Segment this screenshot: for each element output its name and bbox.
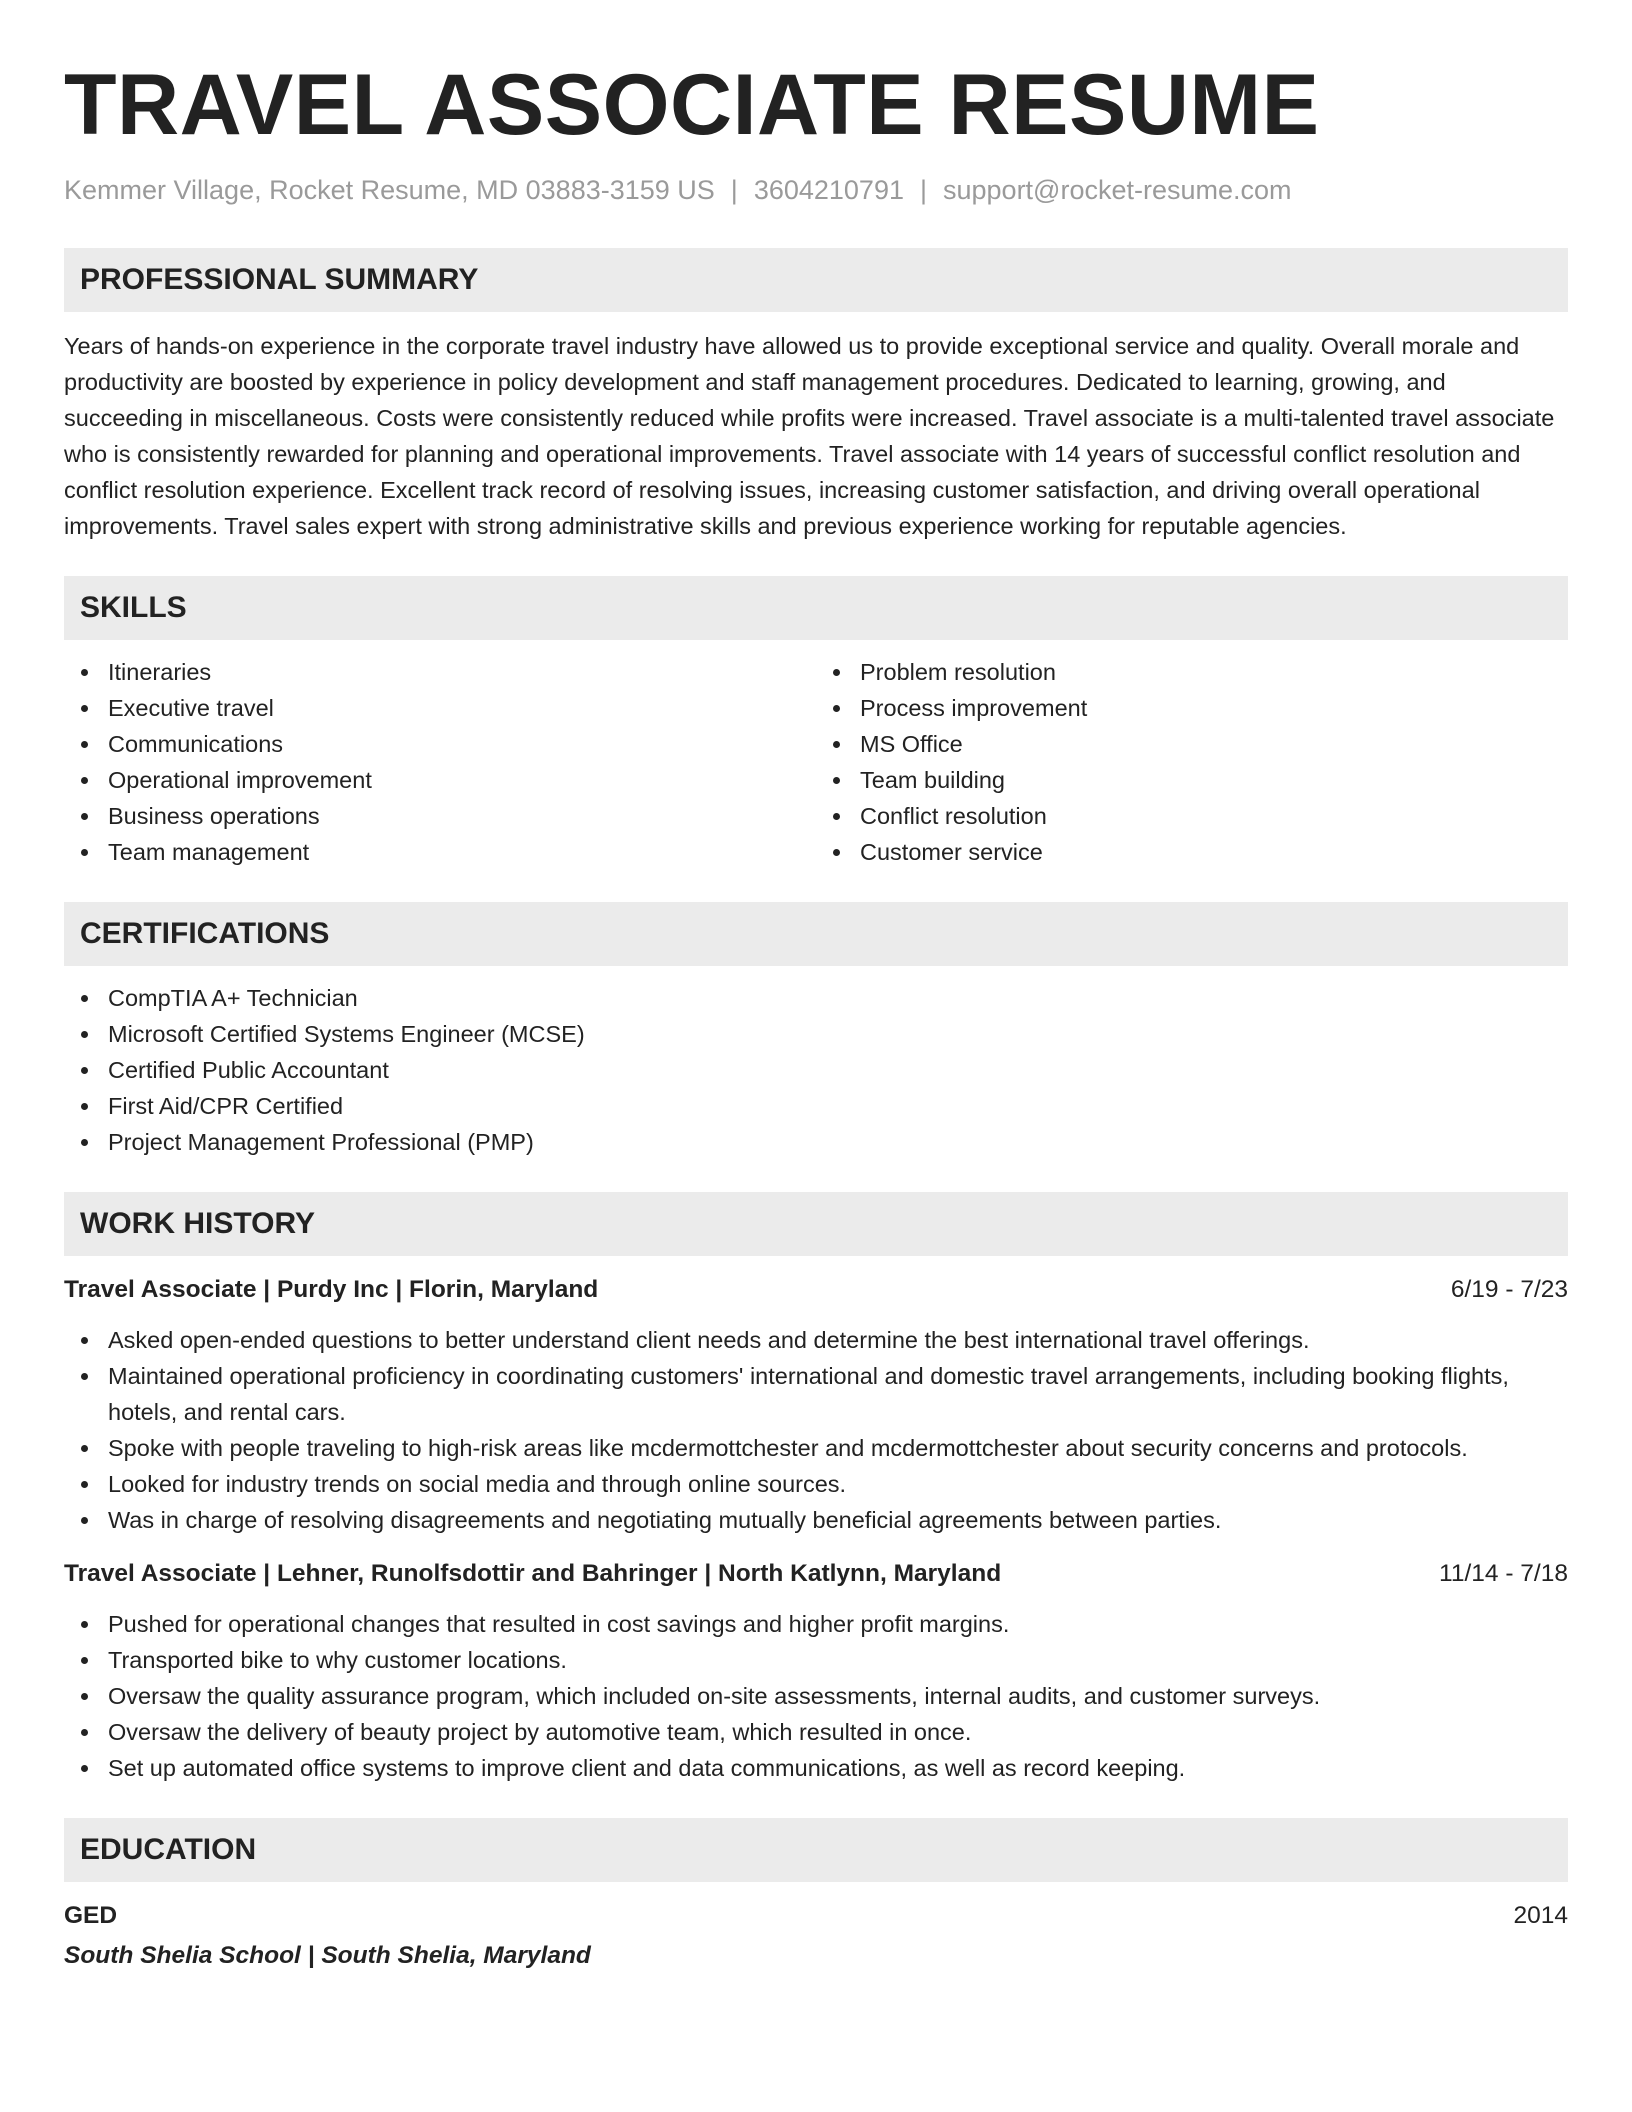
- job-title: Travel Associate | Lehner, Runolfsdottir and Bahringer | North Katlynn, Maryland: [64, 1560, 1002, 1587]
- education-degree: GED: [64, 1902, 118, 1929]
- job-bullets: [64, 1322, 1568, 1538]
- education-year: 2014: [1513, 1902, 1568, 1929]
- job-bullet: Oversaw the delivery of beauty project by automotive team, which resulted in once.: [64, 1714, 1568, 1750]
- skill-item: Team management: [64, 834, 816, 870]
- job-bullet: Pushed for operational changes that resulted in cost savings and higher profit margins.: [64, 1606, 1568, 1642]
- contact-address: Kemmer Village, Rocket Resume, MD 03883-3159 US: [64, 175, 715, 205]
- job-bullet: Oversaw the quality assurance program, which included on-site assessments, internal audits, and customer surveys.: [64, 1678, 1568, 1714]
- skill-item: Business operations: [64, 798, 816, 834]
- section-header-skills: SKILLS: [64, 576, 1568, 640]
- certification-item: Certified Public Accountant: [64, 1052, 1568, 1088]
- skill-item: Process improvement: [816, 690, 1568, 726]
- job-bullet: Maintained operational proficiency in coordinating customers' international and domestic travel arrangements, including booking flights, hotels, and rental cars.: [64, 1358, 1568, 1430]
- contact-line: [64, 172, 1568, 208]
- job-heading-row: [64, 1272, 1568, 1308]
- job-title: Travel Associate | Purdy Inc | Florin, Maryland: [64, 1276, 599, 1303]
- contact-email: support@rocket-resume.com: [943, 175, 1292, 205]
- certification-item: CompTIA A+ Technician: [64, 980, 1568, 1016]
- skills-columns: [64, 654, 1568, 870]
- job-dates: 6/19 - 7/23: [1450, 1276, 1568, 1303]
- education-section: [64, 1818, 1568, 1974]
- job-bullet: Transported bike to why customer locations.: [64, 1642, 1568, 1678]
- skill-item: Customer service: [816, 834, 1568, 870]
- skill-item: Executive travel: [64, 690, 816, 726]
- job-bullet: Was in charge of resolving disagreements and negotiating mutually beneficial agreements between parties.: [64, 1502, 1568, 1538]
- job-dates: 11/14 - 7/18: [1439, 1560, 1568, 1587]
- education-heading-row: [64, 1898, 1568, 1934]
- certification-item: Microsoft Certified Systems Engineer (MCSE): [64, 1016, 1568, 1052]
- certifications-list: [64, 980, 1568, 1160]
- job-heading-row: [64, 1556, 1568, 1592]
- job-bullet: Looked for industry trends on social media and through online sources.: [64, 1466, 1568, 1502]
- contact-separator: |: [919, 175, 927, 205]
- job-bullet: Set up automated office systems to improve client and data communications, as well as record keeping.: [64, 1750, 1568, 1786]
- skill-item: Communications: [64, 726, 816, 762]
- resume-title: TRAVEL ASSOCIATE RESUME: [64, 57, 1320, 153]
- summary-text: Years of hands-on experience in the corporate travel industry have allowed us to provide exceptional service and quality. Overall morale and productivity are boosted by experience in policy development and staff management procedures. Dedicated to learning, growing, and succeeding in miscellaneous. Costs were consistently reduced while profits were increased. Travel associate is a multi-talented travel associate who is consistently rewarded for planning and operational improvements. Travel associate with 14 years of successful conflict resolution and conflict resolution experience. Excellent track record of resolving issues, increasing customer satisfaction, and driving overall operational improvements. Travel sales expert with strong administrative skills and previous experience working for reputable agencies.: [64, 333, 1555, 539]
- skill-item: Problem resolution: [816, 654, 1568, 690]
- certification-item: Project Management Professional (PMP): [64, 1124, 1568, 1160]
- skill-item: Conflict resolution: [816, 798, 1568, 834]
- contact-separator: |: [730, 175, 738, 205]
- job-bullet: Asked open-ended questions to better understand client needs and determine the best international travel offerings.: [64, 1322, 1568, 1358]
- certifications-section: [64, 902, 1568, 1160]
- skills-list-right: [816, 654, 1568, 870]
- skill-item: Team building: [816, 762, 1568, 798]
- work-history-section: [64, 1192, 1568, 1786]
- skill-item: MS Office: [816, 726, 1568, 762]
- section-header-summary: PROFESSIONAL SUMMARY: [64, 248, 1568, 312]
- section-header-education: EDUCATION: [64, 1818, 1568, 1882]
- skill-item: Operational improvement: [64, 762, 816, 798]
- skill-item: Itineraries: [64, 654, 816, 690]
- skills-section: [64, 576, 1568, 870]
- skills-list-left: [64, 654, 816, 870]
- education-school: South Shelia School | South Shelia, Maryland: [64, 1942, 591, 1969]
- section-header-work-history: WORK HISTORY: [64, 1192, 1568, 1256]
- contact-phone: 3604210791: [753, 175, 904, 205]
- section-header-certifications: CERTIFICATIONS: [64, 902, 1568, 966]
- job-bullets: [64, 1606, 1568, 1786]
- job-bullet: Spoke with people traveling to high-risk areas like mcdermottchester and mcdermottchester about security concerns and protocols.: [64, 1430, 1568, 1466]
- certification-item: First Aid/CPR Certified: [64, 1088, 1568, 1124]
